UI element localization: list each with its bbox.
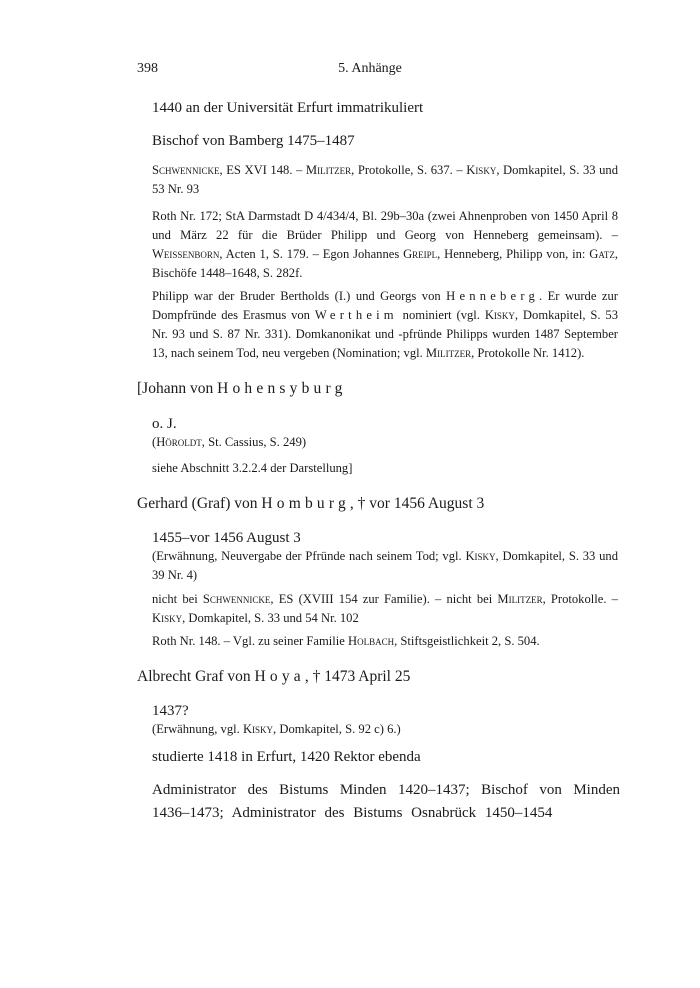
author: Gatz — [589, 247, 615, 261]
philipp-references-1 — [152, 161, 618, 199]
name-spaced: Henneberg — [446, 289, 539, 303]
author: Schwennicke — [202, 592, 271, 606]
text: , Protokolle Nr. 1412). — [471, 346, 585, 360]
text: Roth Nr. 172; StA Darmstadt D 4/434/4, Bl. 29b–30a (zwei Ahnenproben von 1450 April 8 und März 22 für die Brüder Philipp und Georg von Henneberg gemeinsam). – — [152, 209, 618, 242]
text: , St. Cassius, S. 249) — [201, 435, 307, 449]
entry-heading-albrecht — [137, 668, 627, 686]
heading-text: [Johann von — [137, 380, 218, 397]
text: Roth Nr. 148. – Vgl. zu seiner Familie — [152, 634, 349, 648]
albrecht-study: studierte 1418 in Erfurt, 1420 Rektor ebenda — [152, 749, 421, 765]
gerhard-date: 1455–vor 1456 August 3 — [152, 530, 301, 546]
surname-spaced: Hohensyburg — [217, 380, 347, 397]
entry-heading-gerhard — [137, 495, 627, 513]
author: Kisky — [242, 722, 274, 736]
albrecht-date: 1437? — [152, 703, 189, 719]
author: Schwennicke — [152, 163, 220, 177]
johann-source — [152, 433, 618, 452]
author: Kisky — [484, 308, 515, 322]
text: , Bischöfe 1448–1648, S. 282f. — [152, 247, 618, 280]
text: nominiert (vgl. — [397, 308, 485, 322]
heading-text: , † vor 1456 August 3 — [349, 495, 485, 512]
philipp-references-2 — [152, 207, 618, 283]
entry-heading-johann — [137, 380, 627, 398]
author: Militzer — [497, 592, 543, 606]
johann-note: siehe Abschnitt 3.2.2.4 der Darstellung] — [152, 461, 353, 475]
text: , Domkapitel, S. 33 und 53 Nr. 93 — [152, 163, 618, 196]
author: Greipl — [403, 247, 438, 261]
albrecht-source — [152, 720, 618, 739]
surname-spaced: Homburg — [261, 495, 350, 512]
text: . Er wurde zur Dompfründe des Erasmus von — [152, 289, 618, 322]
author: Holbach — [348, 634, 395, 648]
gerhard-references-1 — [152, 590, 618, 628]
author: Höroldt — [156, 435, 202, 449]
heading-text: Albrecht Graf von — [137, 668, 255, 685]
gerhard-source — [152, 547, 618, 585]
philipp-bishop: Bischof von Bamberg 1475–1487 — [152, 133, 355, 149]
author: Militzer — [305, 163, 352, 177]
author: Kisky — [152, 611, 183, 625]
text: , Domkapitel, S. 92 c) 6.) — [273, 722, 401, 736]
text: nicht bei — [152, 592, 203, 606]
author: Militzer — [425, 346, 472, 360]
text: , Protokolle. – — [542, 592, 618, 606]
heading-text: Gerhard (Graf) von — [137, 495, 262, 512]
text: , Domkapitel, S. 33 und 54 Nr. 102 — [182, 611, 359, 625]
philipp-note — [152, 287, 618, 363]
johann-date: o. J. — [152, 416, 177, 432]
text: , Acten 1, S. 179. – Egon Johannes — [219, 247, 404, 261]
text: , Stiftsgeistlichkeit 2, S. 504. — [394, 634, 540, 648]
running-title: 5. Anhänge — [338, 61, 402, 76]
gerhard-references-2 — [152, 632, 618, 651]
page-number: 398 — [137, 61, 158, 76]
text: , Protokolle, S. 637. – — [351, 163, 467, 177]
text: ( — [152, 435, 157, 449]
text: (Erwähnung, vgl. — [152, 722, 243, 736]
albrecht-offices: Administrator des Bistums Minden 1420–1437; Bischof von Minden 1436–1473; Administrator des Bistums Osnabrück 1450–1454 — [152, 782, 620, 821]
text: (Erwähnung, Neuvergabe der Pfründe nach seinem Tod; vgl. — [152, 549, 466, 563]
heading-text: , † 1473 April 25 — [304, 668, 411, 685]
name-spaced: Wertheim — [314, 308, 398, 322]
text: , Domkapitel, S. 33 und 39 Nr. 4) — [152, 549, 618, 582]
text: Philipp war der Bruder Bertholds (I.) und Georgs von — [152, 289, 447, 303]
author: Kisky — [466, 163, 497, 177]
text: , ES XVI 148. – — [219, 163, 306, 177]
author: Kisky — [465, 549, 496, 563]
surname-spaced: Hoya — [254, 668, 305, 685]
text: , ES (XVIII 154 zur Familie). – nicht bei — [270, 592, 498, 606]
philipp-matriculation: 1440 an der Universität Erfurt immatrikuliert — [152, 100, 424, 116]
text: , Domkapitel, S. 53 Nr. 93 und S. 87 Nr. 331). Domkanonikat und -pfründe Philipps wurden 1487 September 13, nach seinem Tod, neu vergeben (Nomination; vgl. — [152, 308, 619, 360]
text: , Henneberg, Philipp von, in: — [437, 247, 590, 261]
author: Weissenborn — [152, 247, 220, 261]
